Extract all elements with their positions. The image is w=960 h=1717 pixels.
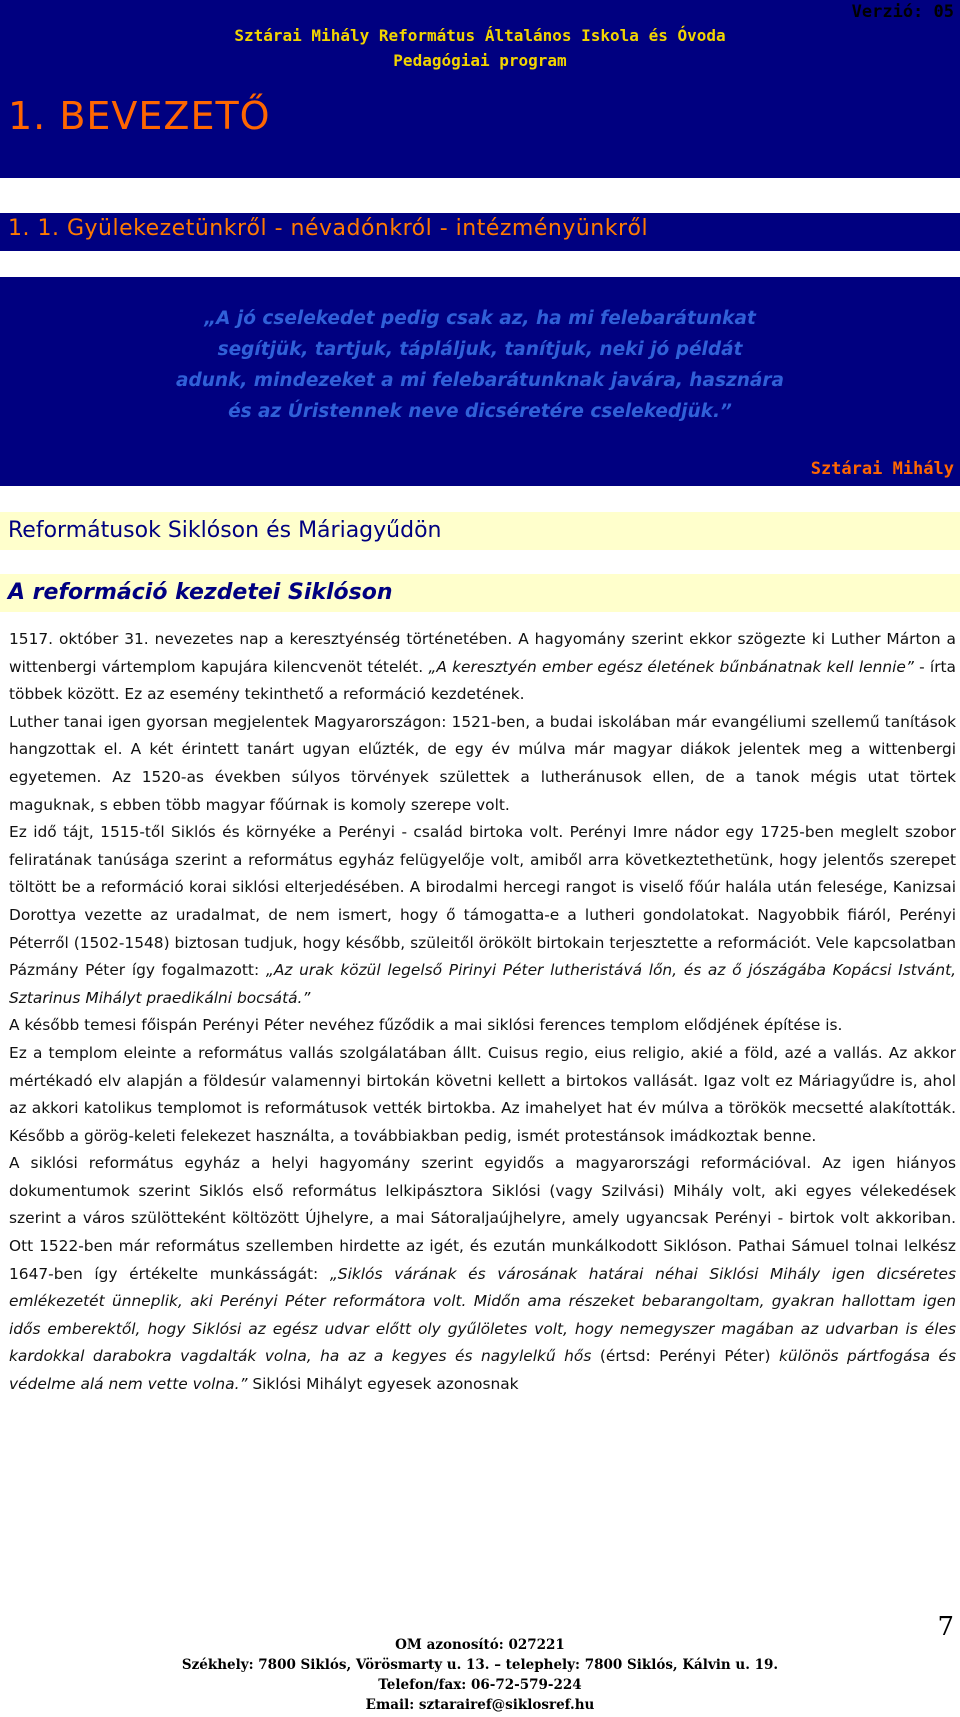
footer-address: Székhely: 7800 Siklós, Vörösmarty u. 13. – telephely: 7800 Siklós, Kálvin u. 19.: [181, 1657, 779, 1673]
quote-box: [0, 277, 960, 486]
quote-inline: „A keresztyén ember egész életének bűnbánatnak kell lennie”: [428, 657, 914, 676]
heading-reformed: Reformátusok Siklóson és Máriagyűdön: [8, 518, 442, 543]
paragraph: [9, 626, 956, 709]
footer-phone: Telefon/fax: 06-72-579-224: [378, 1677, 582, 1693]
section-title: 1. 1. Gyülekezetünkről - névadónkról - intézményünkről: [8, 216, 649, 241]
quote-text: [0, 303, 960, 427]
quote-author: Sztárai Mihály: [810, 459, 954, 479]
heading-bar-reformation-start: [0, 574, 960, 612]
text-run: Siklósi Mihályt egyesek azonosnak: [247, 1375, 519, 1394]
text-run: A siklósi református egyház a helyi hagyomány szerint egyidős a magyarországi reformációval. Az igen hiányos dokumentumok szerint Siklós első református lelkipásztora Siklósi (vagy Szilvási) Mihály volt, aki egyes vélekedések szerint a város szülötteként költözött Újhelyre, a mai Sátoraljaújhelyre, amely ugyancsak Perényi - birtok volt akkoriban. Ott 1522-ben már református szellemben hirdette az igét, és ezután munkálkodott Siklóson. Pathai Sámuel tolnai lelkész 1647-ben így értékelte munkásságát:: [9, 1154, 956, 1283]
quote-line: és az Úristennek neve dicséretére cselekedjük.”: [228, 401, 732, 422]
paragraph: [9, 1150, 956, 1398]
header-banner: [0, 0, 960, 178]
quote-line: segítjük, tartjuk, tápláljuk, tanítjuk, neki jó példát: [217, 339, 743, 360]
paragraph: Luther tanai igen gyorsan megjelentek Magyarországon: 1521-ben, a budai iskolában már evangéliumi szellemű tanítások hangzottak el. A két érintett tanárt ugyan elűzték, de egy év múlva már magyar diákok jelentek meg a wittenbergi egyetemen. Az 1520-as években súlyos törvények születtek a lutheránusok ellen, de a tanok mégis utat törtek maguknak, s ebben több magyar főúrnak is komoly szerepe volt.: [9, 712, 956, 814]
quote-inline: különös pártfogása és védelme alá nem vette volna.”: [9, 1347, 956, 1394]
school-name: Sztárai Mihály Református Általános Iskola és Óvoda: [234, 26, 726, 45]
text-run: Ez idő tájt, 1515-től Siklós és környéke a Perényi - család birtoka volt. Perényi Imre nádor egy 1725-ben meglelt szobor feliratának tanúsága szerint a református egyház felügyelője volt, amiből arra következtethetünk, hogy jelentős szerepet töltött be a reformáció korai siklósi elterjedésében. A birodalmi hercegi rangot is viselő főúr halála után felesége, Kanizsai Dorottya vezette az uradalmat, de nem ismert, hogy ő támogatta-e a lutheri gondolatokat. Nagyobbik fiáról, Perényi Péterről (1502-1548) biztosan tudjuk, hogy később, szüleitől örökölt birtokain terjesztette a reformációt. Vele kapcsolatban Pázmány Péter így fogalmazott:: [9, 823, 956, 980]
footer: [0, 1635, 960, 1715]
page-number: 7: [937, 1612, 954, 1642]
paragraph: [9, 819, 956, 1012]
footer-email: Email: sztarairef@siklosref.hu: [365, 1697, 595, 1713]
text-run: 1517. október 31. nevezetes nap a keresztyénség történetében. A hagyomány szerint ekkor szögezte ki Luther Márton a wittenbergi vártemplom kapujára kilencvenöt tételét.: [9, 630, 956, 676]
program-name: Pedagógiai program: [393, 51, 567, 70]
section-bar: [0, 213, 960, 251]
body-text: [9, 626, 956, 1399]
chapter-title: 1. BEVEZETŐ: [8, 94, 271, 138]
paragraph: Ez a templom eleinte a református vallás szolgálatában állt. Cuisus regio, eius religio, akié a föld, azé a vallás. Az akkor mértékadó elv alapján a földesúr valamennyi birtokán követni kellett a birtokos vallását. Igaz volt ez Máriagyűdre is, ahol az akkori katolikus templomot is reformátusok vették birtokba. Az imahelyet hat év múlva a törökök mecsetté alakították. Később a görög-keleti felekezet használta, a továbbiakban pedig, ismét protestánsok imádkoztak benne.: [9, 1043, 956, 1145]
text-run: (értsd: Perényi Péter): [591, 1347, 779, 1366]
heading-reformation-start: A reformáció kezdetei Siklóson: [8, 580, 393, 605]
text-run: - írta többek között. Ez az esemény tekinthető a reformáció kezdetének.: [9, 657, 956, 704]
heading-bar-reformed: [0, 512, 960, 550]
paragraph: A később temesi főispán Perényi Péter nevéhez fűződik a mai siklósi ferences templom elődjének építése is.: [9, 1016, 843, 1035]
quote-line: „A jó cselekedet pedig csak az, ha mi felebarátunkat: [204, 308, 756, 329]
version-label: Verzió: 05: [851, 2, 954, 22]
footer-om-id: OM azonosító: 027221: [395, 1637, 565, 1653]
quote-line: adunk, mindezeket a mi felebarátunknak javára, hasznára: [175, 370, 785, 391]
quote-inline: „Siklós várának és városának határai néhai Siklósi Mihály igen dicséretes emlékezetét ünneplik, aki Perényi Péter reformátora volt. Midőn ama részeket bebarangoltam, gyakran hallottam igen idős emberektől, hogy Siklósi az egész udvar előtt oly gyűlöletes volt, hogy nemegyszer magában az udvarban is éles kardokkal darabokra vagdalták volna, ha az a kegyes és nagylelkű hős: [9, 1264, 956, 1366]
quote-inline: „Az urak közül legelső Pirinyi Péter lutheristává lőn, és az ő jószágába Kopácsi Istvánt, Sztarinus Mihályt praedikálni bocsátá.”: [9, 961, 956, 1007]
